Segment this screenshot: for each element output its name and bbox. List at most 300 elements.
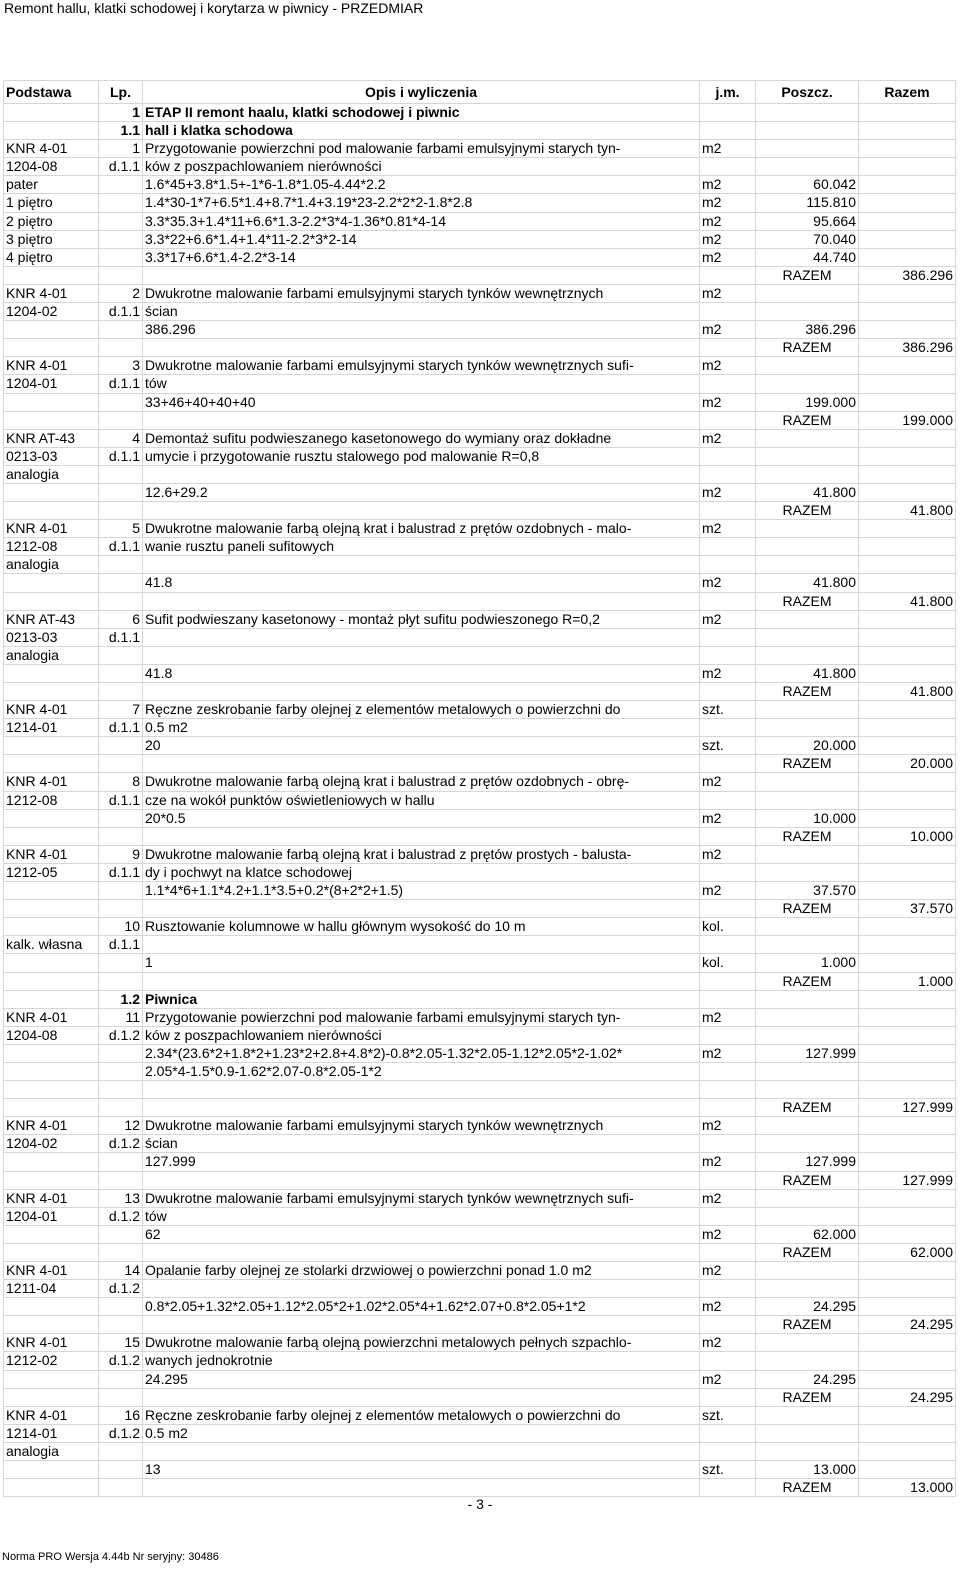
cell-lp [99, 1044, 143, 1062]
cell-razem [859, 882, 956, 900]
cell-jm [700, 827, 756, 845]
table-row [4, 1298, 956, 1316]
cell-podstawa [4, 954, 99, 972]
cell-opis [143, 1280, 700, 1298]
cell-lp: 1 [99, 104, 143, 122]
cell-lp [99, 339, 143, 357]
table-row [4, 1207, 956, 1225]
cell-razem [859, 1262, 956, 1280]
cell-poszcz: RAZEM [756, 502, 859, 520]
cell-razem [859, 140, 956, 158]
cell-jm: m2 [700, 574, 756, 592]
cell-podstawa [4, 122, 99, 140]
cell-opis: Dwukrotne malowanie farbą olejną krat i balustrad z prętów ozdobnych - obrę- [143, 773, 700, 791]
cell-razem: 37.570 [859, 900, 956, 918]
cell-poszcz: 20.000 [756, 737, 859, 755]
cell-opis [143, 936, 700, 954]
cell-podstawa [4, 737, 99, 755]
cell-lp: 13 [99, 1189, 143, 1207]
cell-lp: d.1.2 [99, 1135, 143, 1153]
cell-razem [859, 1406, 956, 1424]
table-row [4, 1099, 956, 1117]
cell-opis: 20*0.5 [143, 809, 700, 827]
table-row [4, 972, 956, 990]
cost-estimate-table [3, 80, 956, 1497]
table-row [4, 140, 956, 158]
cell-opis: ścian [143, 303, 700, 321]
cell-opis: Piwnica [143, 990, 700, 1008]
cell-razem [859, 1189, 956, 1207]
cell-razem [859, 1008, 956, 1026]
cell-poszcz [756, 791, 859, 809]
cell-podstawa: 1214-01 [4, 719, 99, 737]
cell-razem: 41.800 [859, 502, 956, 520]
cell-poszcz [756, 1117, 859, 1135]
table-row [4, 357, 956, 375]
table-row [4, 538, 956, 556]
cell-podstawa: KNR 4-01 [4, 520, 99, 538]
cell-podstawa [4, 574, 99, 592]
cell-opis: Ręczne zeskrobanie farby olejnej z elementów metalowych o powierzchni do [143, 1406, 700, 1424]
cell-poszcz: 10.000 [756, 809, 859, 827]
cell-jm: szt. [700, 737, 756, 755]
cell-podstawa [4, 972, 99, 990]
cell-razem [859, 646, 956, 664]
cell-jm: m2 [700, 284, 756, 302]
cell-podstawa: 1214-01 [4, 1424, 99, 1442]
cell-lp [99, 664, 143, 682]
cell-razem [859, 1081, 956, 1099]
cell-poszcz: RAZEM [756, 1099, 859, 1117]
cell-poszcz: RAZEM [756, 592, 859, 610]
cell-poszcz [756, 429, 859, 447]
cell-opis [143, 339, 700, 357]
cell-poszcz: 386.296 [756, 321, 859, 339]
cell-poszcz [756, 1081, 859, 1099]
cell-podstawa: analogia [4, 556, 99, 574]
table-row [4, 863, 956, 881]
cell-lp [99, 1081, 143, 1099]
cell-jm: kol. [700, 954, 756, 972]
cell-opis [143, 1442, 700, 1460]
cell-poszcz: 24.295 [756, 1298, 859, 1316]
cell-jm [700, 1135, 756, 1153]
cell-poszcz: 13.000 [756, 1461, 859, 1479]
cell-lp: 14 [99, 1262, 143, 1280]
table-row [4, 1316, 956, 1334]
cell-poszcz: RAZEM [756, 1171, 859, 1189]
cell-lp: d.1.1 [99, 538, 143, 556]
cell-opis: Przygotowanie powierzchni pod malowanie farbami emulsyjnymi starych tyn- [143, 140, 700, 158]
cell-lp [99, 954, 143, 972]
cell-razem [859, 357, 956, 375]
cell-poszcz: RAZEM [756, 972, 859, 990]
cell-opis [143, 1316, 700, 1334]
table-row [4, 502, 956, 520]
cell-podstawa [4, 321, 99, 339]
cell-jm [700, 465, 756, 483]
cell-lp: d.1.1 [99, 791, 143, 809]
table-row [4, 176, 956, 194]
cell-jm [700, 411, 756, 429]
cell-opis [143, 1099, 700, 1117]
cell-lp: d.1.1 [99, 628, 143, 646]
table-row [4, 1225, 956, 1243]
cell-razem [859, 122, 956, 140]
cell-podstawa [4, 827, 99, 845]
cell-podstawa: 1212-08 [4, 791, 99, 809]
cell-podstawa [4, 1479, 99, 1497]
cell-razem: 1.000 [859, 972, 956, 990]
table-row [4, 773, 956, 791]
cell-opis [143, 1081, 700, 1099]
cell-poszcz: RAZEM [756, 827, 859, 845]
table-row [4, 1026, 956, 1044]
cell-podstawa: 4 piętro [4, 248, 99, 266]
cell-opis [143, 646, 700, 664]
cell-razem [859, 158, 956, 176]
cell-opis: 24.295 [143, 1370, 700, 1388]
cell-podstawa [4, 1081, 99, 1099]
cell-opis: ścian [143, 1135, 700, 1153]
cell-lp: 10 [99, 918, 143, 936]
cell-poszcz [756, 375, 859, 393]
cell-poszcz: RAZEM [756, 1479, 859, 1497]
cell-poszcz [756, 1334, 859, 1352]
cell-podstawa: analogia [4, 646, 99, 664]
cell-jm: m2 [700, 664, 756, 682]
cell-opis [143, 827, 700, 845]
cell-podstawa: 1211-04 [4, 1280, 99, 1298]
cell-opis: Ręczne zeskrobanie farby olejnej z elementów metalowych o powierzchni do [143, 701, 700, 719]
cell-jm: m2 [700, 1225, 756, 1243]
cell-opis: umycie i przygotowanie rusztu stalowego pod malowanie R=0,8 [143, 447, 700, 465]
table-row [4, 845, 956, 863]
header-lp: Lp. [99, 81, 143, 104]
cell-lp [99, 321, 143, 339]
table-row [4, 646, 956, 664]
table-row [4, 664, 956, 682]
cell-lp: d.1.1 [99, 936, 143, 954]
cell-opis: 0.8*2.05+1.32*2.05+1.12*2.05*2+1.02*2.05*4+1.62*2.07+0.8*2.05+1*2 [143, 1298, 700, 1316]
cell-opis: ków z poszpachlowaniem nierówności [143, 158, 700, 176]
cell-lp [99, 1461, 143, 1479]
cell-razem [859, 393, 956, 411]
cell-razem [859, 375, 956, 393]
table-row [4, 1171, 956, 1189]
cell-podstawa: KNR 4-01 [4, 1262, 99, 1280]
cell-poszcz [756, 610, 859, 628]
cell-jm: m2 [700, 1044, 756, 1062]
cell-podstawa [4, 755, 99, 773]
cell-lp: d.1.1 [99, 375, 143, 393]
cell-jm [700, 1424, 756, 1442]
cell-lp [99, 972, 143, 990]
cell-podstawa: 1204-02 [4, 1135, 99, 1153]
cell-jm [700, 990, 756, 1008]
cell-lp [99, 266, 143, 284]
cell-poszcz [756, 1406, 859, 1424]
cell-jm: m2 [700, 140, 756, 158]
cell-jm: m2 [700, 773, 756, 791]
cell-razem [859, 791, 956, 809]
cell-podstawa [4, 411, 99, 429]
cell-jm [700, 972, 756, 990]
cell-podstawa [4, 1243, 99, 1261]
cell-opis [143, 502, 700, 520]
cell-podstawa [4, 809, 99, 827]
cell-podstawa: KNR 4-01 [4, 1117, 99, 1135]
cell-jm [700, 538, 756, 556]
cell-jm [700, 592, 756, 610]
cell-poszcz [756, 357, 859, 375]
table-row [4, 1461, 956, 1479]
cell-razem [859, 954, 956, 972]
cell-podstawa: 2 piętro [4, 212, 99, 230]
cell-razem [859, 701, 956, 719]
cell-podstawa: KNR AT-43 [4, 610, 99, 628]
cell-opis [143, 755, 700, 773]
cell-jm: m2 [700, 321, 756, 339]
cell-jm: m2 [700, 483, 756, 501]
cell-poszcz: 37.570 [756, 882, 859, 900]
cell-poszcz: RAZEM [756, 1243, 859, 1261]
cell-jm [700, 1207, 756, 1225]
cell-razem [859, 176, 956, 194]
cell-opis: Dwukrotne malowanie farbami emulsyjnymi starych tynków wewnętrznych [143, 284, 700, 302]
cell-opis [143, 1243, 700, 1261]
cell-podstawa [4, 1298, 99, 1316]
cell-lp: 4 [99, 429, 143, 447]
cell-lp: d.1.2 [99, 1280, 143, 1298]
cell-razem [859, 1461, 956, 1479]
cell-jm [700, 755, 756, 773]
cell-lp [99, 393, 143, 411]
cell-poszcz [756, 104, 859, 122]
cell-opis: 386.296 [143, 321, 700, 339]
cell-opis: 1 [143, 954, 700, 972]
cell-razem [859, 809, 956, 827]
cell-razem [859, 483, 956, 501]
cell-jm [700, 447, 756, 465]
cell-razem [859, 1044, 956, 1062]
cell-razem: 24.295 [859, 1316, 956, 1334]
table-row [4, 1388, 956, 1406]
cell-lp: 11 [99, 1008, 143, 1026]
cell-razem [859, 773, 956, 791]
cell-opis [143, 411, 700, 429]
cell-razem: 62.000 [859, 1243, 956, 1261]
cell-lp [99, 1442, 143, 1460]
header-podstawa: Podstawa [4, 81, 99, 104]
table-row [4, 483, 956, 501]
cell-jm [700, 1243, 756, 1261]
cell-poszcz: RAZEM [756, 1388, 859, 1406]
cell-podstawa: kalk. własna [4, 936, 99, 954]
cell-opis: dy i pochwyt na klatce schodowej [143, 863, 700, 881]
cell-lp [99, 556, 143, 574]
table-row [4, 791, 956, 809]
cell-opis: Dwukrotne malowanie farbą olejną krat i balustrad z prętów prostych - balusta- [143, 845, 700, 863]
cell-podstawa: KNR 4-01 [4, 845, 99, 863]
cell-poszcz [756, 1062, 859, 1080]
cell-poszcz [756, 284, 859, 302]
table-row [4, 990, 956, 1008]
cell-opis: 13 [143, 1461, 700, 1479]
table-row [4, 755, 956, 773]
table-row [4, 882, 956, 900]
cell-jm: m2 [700, 212, 756, 230]
cell-lp [99, 646, 143, 664]
cell-lp [99, 827, 143, 845]
cell-opis: 1.4*30-1*7+6.5*1.4+8.7*1.4+3.19*23-2.2*2*2-1.8*2.8 [143, 194, 700, 212]
cell-opis [143, 465, 700, 483]
cell-opis: tów [143, 1207, 700, 1225]
document-title [4, 0, 423, 16]
cell-jm [700, 1388, 756, 1406]
cell-podstawa: KNR 4-01 [4, 1334, 99, 1352]
table-row [4, 936, 956, 954]
cell-jm [700, 303, 756, 321]
cell-podstawa: 1212-02 [4, 1352, 99, 1370]
cell-jm: szt. [700, 1461, 756, 1479]
cell-lp [99, 809, 143, 827]
cell-jm [700, 1352, 756, 1370]
cell-jm [700, 936, 756, 954]
cell-razem [859, 465, 956, 483]
table-row [4, 520, 956, 538]
table-row [4, 321, 956, 339]
cell-opis: Przygotowanie powierzchni pod malowanie farbami emulsyjnymi starych tyn- [143, 1008, 700, 1026]
cell-opis: 0.5 m2 [143, 1424, 700, 1442]
table-row [4, 1280, 956, 1298]
cell-podstawa [4, 339, 99, 357]
cell-opis: Rusztowanie kolumnowe w hallu głównym wysokość do 10 m [143, 918, 700, 936]
cell-jm [700, 1442, 756, 1460]
cell-poszcz [756, 447, 859, 465]
cell-podstawa [4, 664, 99, 682]
cell-jm: m2 [700, 230, 756, 248]
cell-poszcz [756, 701, 859, 719]
cell-opis: Dwukrotne malowanie farbą olejną krat i balustrad z prętów ozdobnych - malo- [143, 520, 700, 538]
cell-lp [99, 737, 143, 755]
cell-podstawa: KNR AT-43 [4, 429, 99, 447]
cell-opis [143, 1479, 700, 1497]
cell-razem [859, 212, 956, 230]
cell-poszcz [756, 556, 859, 574]
table-row [4, 1135, 956, 1153]
cell-poszcz: 41.800 [756, 483, 859, 501]
cell-poszcz [756, 140, 859, 158]
table-row [4, 284, 956, 302]
cell-podstawa [4, 990, 99, 1008]
cell-podstawa: 1212-08 [4, 538, 99, 556]
cell-razem [859, 1117, 956, 1135]
cell-poszcz: 127.999 [756, 1153, 859, 1171]
cell-jm: m2 [700, 194, 756, 212]
cell-podstawa: analogia [4, 465, 99, 483]
cell-poszcz [756, 1352, 859, 1370]
cell-lp: d.1.2 [99, 1424, 143, 1442]
cell-podstawa [4, 592, 99, 610]
cell-lp: d.1.2 [99, 1026, 143, 1044]
cell-opis [143, 266, 700, 284]
cell-jm: m2 [700, 1117, 756, 1135]
cell-opis: 33+46+40+40+40 [143, 393, 700, 411]
cell-poszcz: RAZEM [756, 683, 859, 701]
cell-jm: m2 [700, 429, 756, 447]
table-row [4, 556, 956, 574]
cell-razem: 41.800 [859, 683, 956, 701]
cell-podstawa [4, 1225, 99, 1243]
table-row [4, 1189, 956, 1207]
cell-podstawa [4, 1099, 99, 1117]
table-row [4, 1044, 956, 1062]
cell-lp: 2 [99, 284, 143, 302]
cell-podstawa [4, 1153, 99, 1171]
cell-jm: m2 [700, 809, 756, 827]
cell-poszcz: RAZEM [756, 900, 859, 918]
table-body [4, 104, 956, 1497]
cell-opis: tów [143, 375, 700, 393]
table-row [4, 1081, 956, 1099]
table-row [4, 1243, 956, 1261]
cell-podstawa [4, 900, 99, 918]
cell-opis: 3.3*17+6.6*1.4-2.2*3-14 [143, 248, 700, 266]
cell-lp: 1.1 [99, 122, 143, 140]
cell-poszcz: 44.740 [756, 248, 859, 266]
cell-jm: m2 [700, 1153, 756, 1171]
cell-razem [859, 1280, 956, 1298]
table-header [4, 81, 956, 104]
cell-jm [700, 122, 756, 140]
cell-lp [99, 1479, 143, 1497]
cell-razem [859, 1352, 956, 1370]
cell-opis: 2.34*(23.6*2+1.8*2+1.23*2+2.8+4.8*2)-0.8*2.05-1.32*2.05-1.12*2.05*2-1.02* [143, 1044, 700, 1062]
cell-poszcz [756, 719, 859, 737]
cell-razem [859, 737, 956, 755]
cell-opis [143, 972, 700, 990]
table-row [4, 1370, 956, 1388]
cell-opis: wanych jednokrotnie [143, 1352, 700, 1370]
cell-lp: 1.2 [99, 990, 143, 1008]
cell-razem [859, 863, 956, 881]
cell-podstawa: 1204-08 [4, 1026, 99, 1044]
table-row [4, 158, 956, 176]
cell-jm: m2 [700, 393, 756, 411]
cell-lp [99, 755, 143, 773]
page-number: - 3 - [467, 1496, 493, 1512]
cell-opis: Dwukrotne malowanie farbami emulsyjnymi starych tynków wewnętrznych sufi- [143, 357, 700, 375]
cell-podstawa: KNR 4-01 [4, 1008, 99, 1026]
cell-razem [859, 574, 956, 592]
cell-jm: m2 [700, 845, 756, 863]
table-row [4, 827, 956, 845]
cell-razem [859, 610, 956, 628]
cell-jm [700, 1171, 756, 1189]
cell-lp [99, 1316, 143, 1334]
cell-jm [700, 375, 756, 393]
table-row [4, 610, 956, 628]
table-row [4, 737, 956, 755]
cell-opis: Dwukrotne malowanie farbą olejną powierzchni metalowych pełnych szpachlo- [143, 1334, 700, 1352]
cell-razem [859, 845, 956, 863]
cell-jm: m2 [700, 1334, 756, 1352]
cell-podstawa: 1204-08 [4, 158, 99, 176]
cell-poszcz [756, 1424, 859, 1442]
cell-razem [859, 1298, 956, 1316]
cell-podstawa: 0213-03 [4, 447, 99, 465]
